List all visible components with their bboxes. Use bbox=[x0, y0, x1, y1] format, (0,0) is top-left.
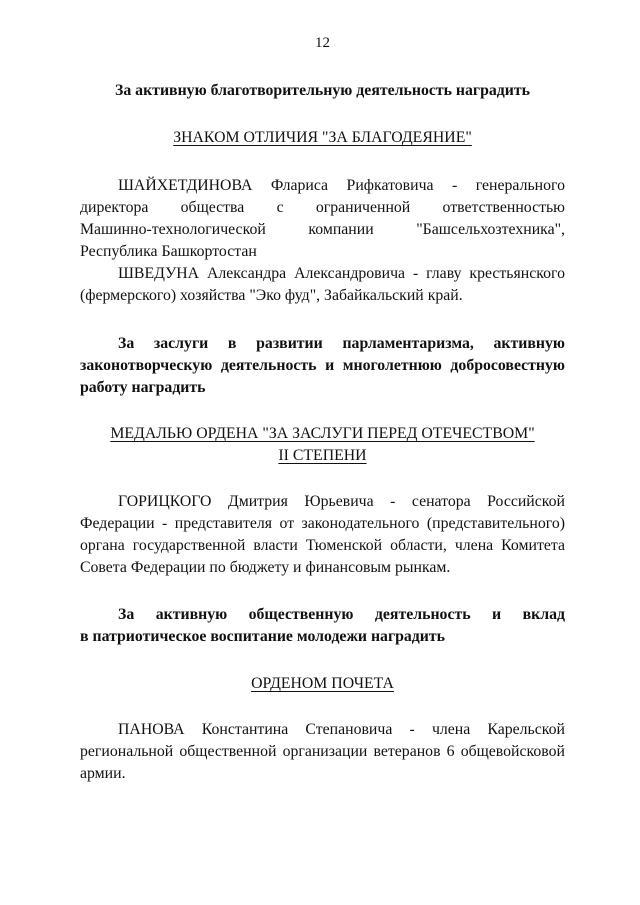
award-intro: За активную общественную деятельность и вклад bbox=[118, 606, 565, 623]
award-title: МЕДАЛЬЮ ОРДЕНА "ЗА ЗАСЛУГИ ПЕРЕД ОТЕЧЕСТВОМ" bbox=[110, 425, 535, 442]
page-number: 12 bbox=[315, 35, 330, 51]
recipient-line: ШАЙХЕТДИНОВА Флариса Рифкатовича - генерального bbox=[118, 177, 565, 194]
recipient-line: ПАНОВА Константина Степановича - члена Карельской bbox=[118, 721, 565, 738]
recipient-line: ШВЕДУНА Александра Александровича - главу крестьянского bbox=[118, 265, 565, 282]
recipient-line: (фермерского) хозяйства "Эко фуд", Забайкальский край. bbox=[80, 287, 463, 304]
award-intro: За активную благотворительную деятельность наградить bbox=[115, 82, 530, 99]
award-title: ОРДЕНОМ ПОЧЕТА bbox=[251, 675, 394, 692]
document-page bbox=[80, 0, 565, 905]
award-intro: в патриотическое воспитание молодежи наградить bbox=[80, 628, 446, 645]
recipient-line: региональной общественной организации ветеранов 6 общевойсковой bbox=[80, 743, 565, 760]
recipient-line: Федерации - представителя от законодательного (представительного) bbox=[80, 515, 565, 532]
recipient-line: органа государственной власти Тюменской области, члена Комитета bbox=[80, 537, 565, 554]
recipient-line: Машинно-технологической компании "Башсельхозтехника", bbox=[80, 221, 565, 238]
award-title: II СТЕПЕНИ bbox=[278, 447, 367, 464]
award-intro: законотворческую деятельность и многолетнюю добросовестную bbox=[80, 357, 565, 374]
award-title: ЗНАКОМ ОТЛИЧИЯ "ЗА БЛАГОДЕЯНИЕ" bbox=[173, 129, 472, 146]
award-intro: работу наградить bbox=[80, 379, 206, 396]
recipient-line: директора общества с ограниченной ответственностью bbox=[80, 199, 565, 216]
recipient-line: ГОРИЦКОГО Дмитрия Юрьевича - сенатора Российской bbox=[118, 493, 565, 510]
recipient-line: Совета Федерации по бюджету и финансовым рынкам. bbox=[80, 559, 451, 576]
recipient-line: армии. bbox=[80, 765, 126, 782]
award-intro: За заслуги в развитии парламентаризма, активную bbox=[118, 335, 565, 352]
recipient-line: Республика Башкортостан bbox=[80, 243, 257, 260]
